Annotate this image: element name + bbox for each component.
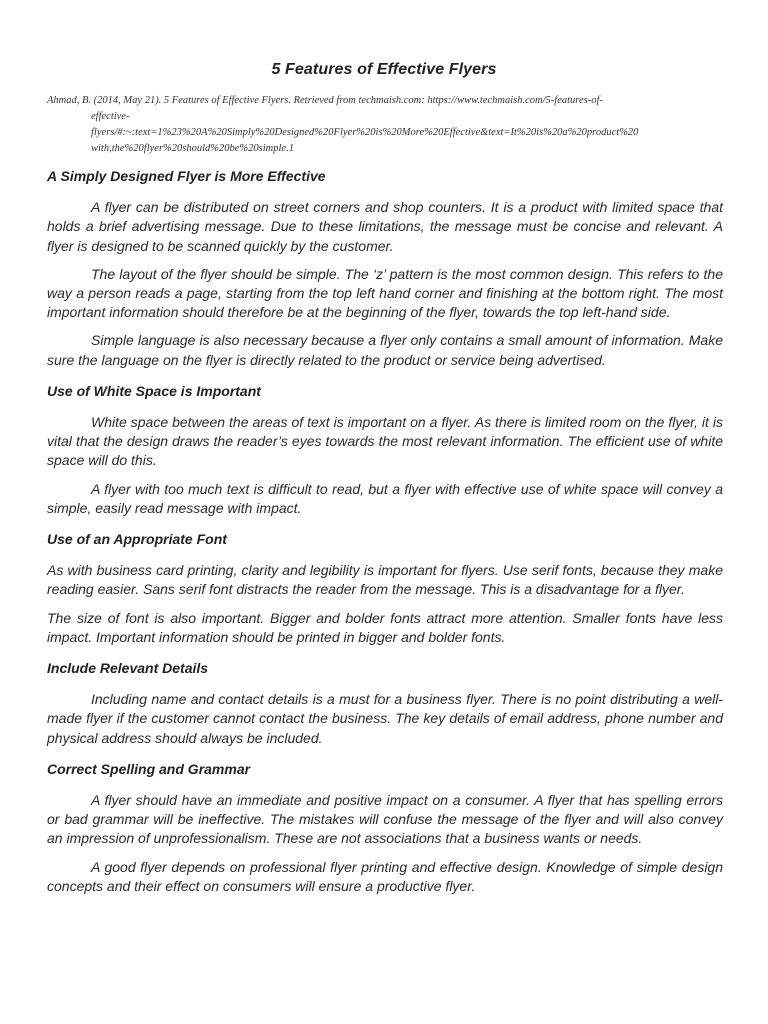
paragraph: The size of font is also important. Bigger and bolder fonts attract more attention. Smaller fonts have less impact. Important information should be printed in bigger and bolder fonts. — [47, 609, 723, 645]
section-heading: Correct Spelling and Grammar — [47, 760, 251, 777]
document-body — [47, 167, 723, 896]
citation-line: Ahmad, B. (2014, May 21). 5 Features of Effective Flyers. Retrieved from techmaish.com: https://www.techmaish.com/5-features-of- — [47, 95, 603, 106]
paragraph: As with business card printing, clarity and legibility is important for flyers. Use serif fonts, because they make reading easier. Sans serif font distracts the reader from the message. This is a disadvantage for a flyer. — [47, 562, 723, 598]
citation-line: effective- — [91, 111, 130, 122]
section-heading: Include Relevant Details — [47, 660, 209, 677]
paragraph: A flyer with too much text is difficult to read, but a flyer with effective use of white space will convey a simple, easily read message with impact. — [47, 480, 723, 516]
paragraph: A flyer can be distributed on street corners and shop counters. It is a product with limited space that holds a brief advertising message. Due to these limitations, the message must be concise and relevant. A flyer is designed to be scanned quickly by the customer. — [47, 199, 723, 254]
paragraph: Simple language is also necessary because a flyer only contains a small amount of information. Make sure the language on the flyer is directly related to the product or service being advertised. — [47, 332, 723, 368]
citation-line: with,the%20flyer%20should%20be%20simple.1 — [91, 143, 294, 154]
citation-line: flyers/#:~:text=1%23%20A%20Simply%20Designed%20Flyer%20is%20More%20Effective&text=It%20is%20a%20product%20 — [91, 127, 639, 138]
paragraph: Including name and contact details is a must for a business flyer. There is no point distributing a well-made flyer if the customer cannot contact the business. The key details of email address, phone number and physical address should always be included. — [47, 691, 723, 746]
paragraph: White space between the areas of text is important on a flyer. As there is limited room on the flyer, it is vital that the design draws the reader’s eyes towards the most relevant information. The efficient use of white space will do this. — [47, 414, 723, 469]
paragraph: The layout of the flyer should be simple. The ‘z’ pattern is the most common design. This refers to the way a person reads a page, starting from the top left hand corner and finishing at the bottom right. The most important information should therefore be at the beginning of the flyer, towards the top left-hand side. — [47, 265, 723, 321]
paragraph: A flyer should have an immediate and positive impact on a consumer. A flyer that has spelling errors or bad grammar will be ineffective. The mistakes will confuse the message of the flyer and will also convey an impression of unprofessionalism. These are not associations that a business wants or needs. — [47, 792, 723, 847]
section-heading: A Simply Designed Flyer is More Effective — [47, 168, 326, 184]
citation — [47, 93, 727, 157]
document-title: 5 Features of Effective Flyers — [271, 61, 497, 78]
paragraph: A good flyer depends on professional flyer printing and effective design. Knowledge of simple design concepts and their effect on consumers will ensure a productive flyer. — [47, 858, 723, 894]
section-heading: Use of White Space is Important — [47, 382, 261, 399]
section-heading: Use of an Appropriate Font — [47, 531, 227, 548]
